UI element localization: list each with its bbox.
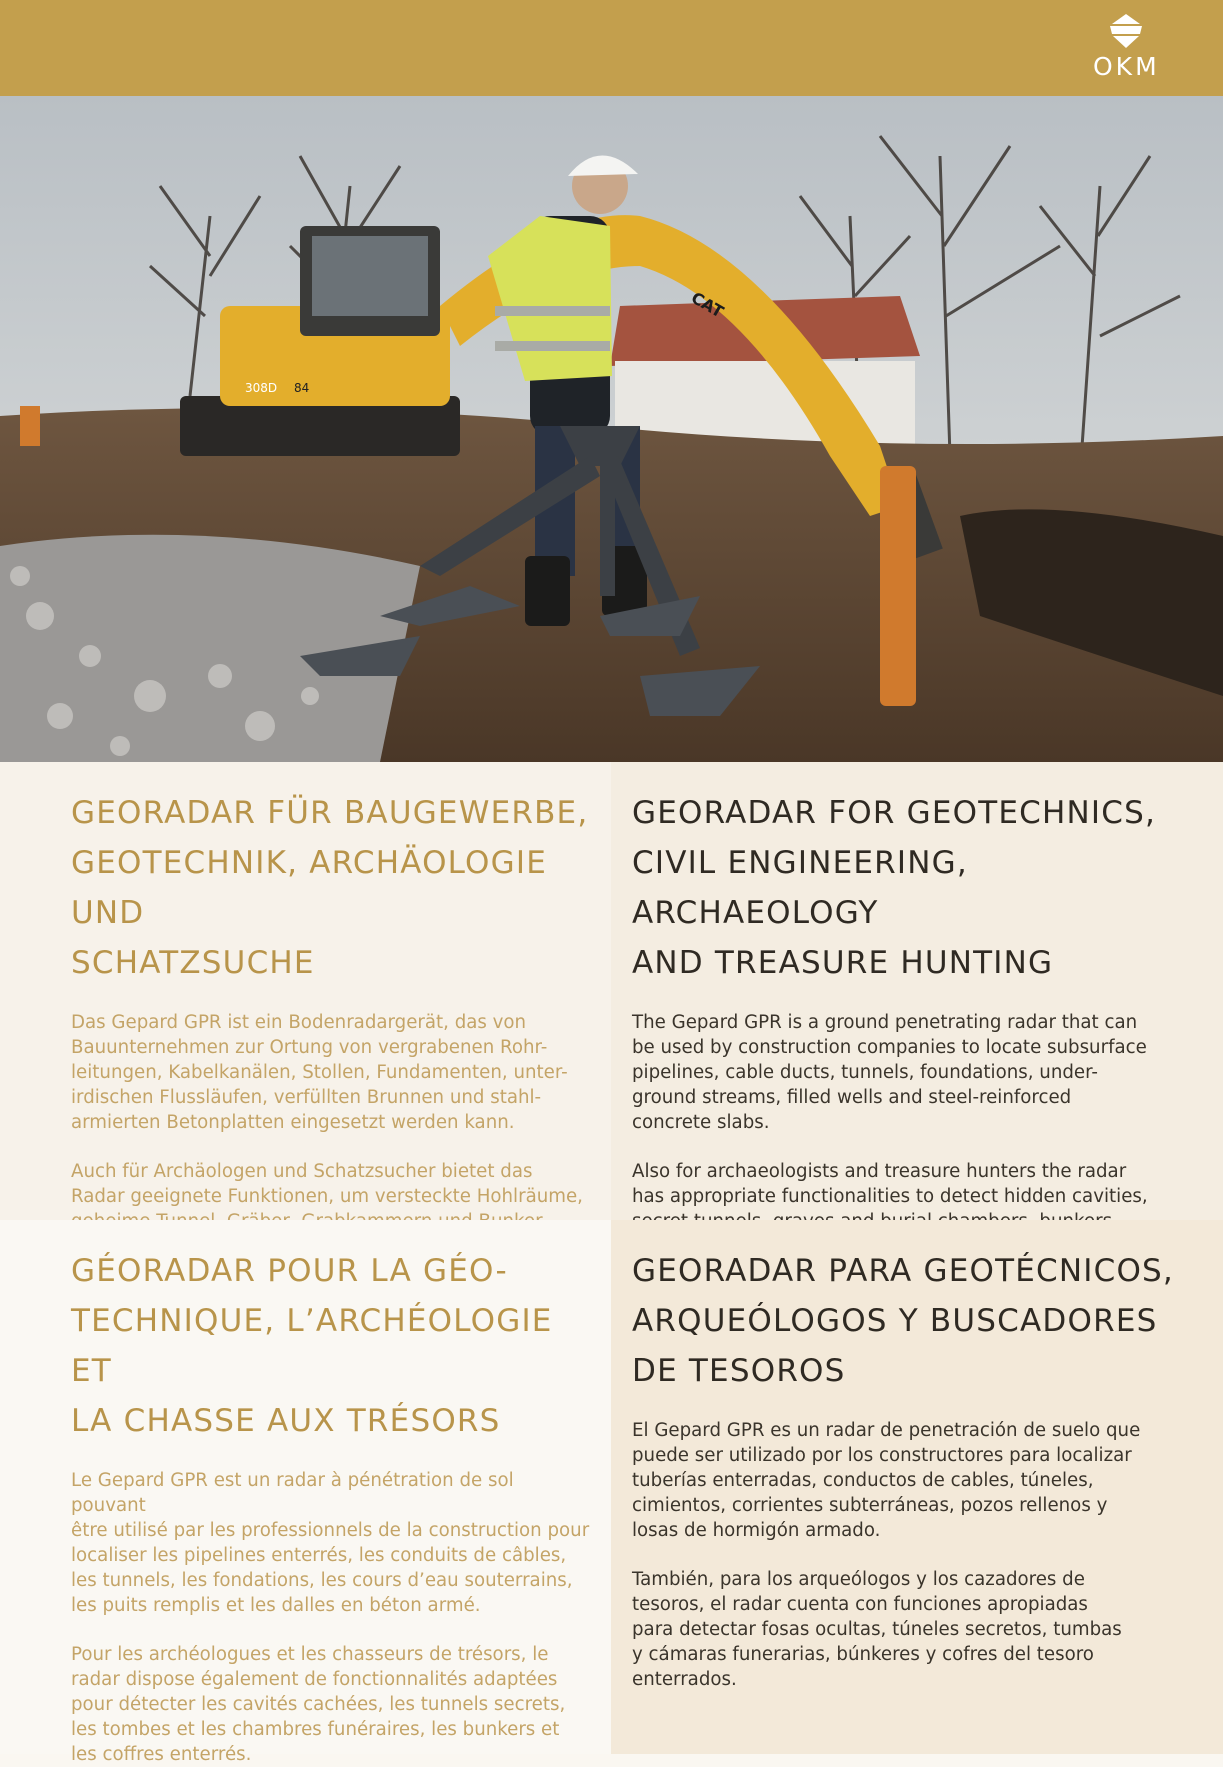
heading-fr: GÉORADAR POUR LA GÉO- TECHNIQUE, L’ARCHÉOLOGIE ET LA CHASSE AUX TRÉSORS bbox=[71, 1253, 553, 1439]
header-bar bbox=[0, 0, 1223, 96]
hero-photo bbox=[0, 96, 1223, 762]
excavator-model-label: 308D bbox=[245, 381, 278, 395]
excavator-brand-label: CAT bbox=[688, 288, 727, 322]
okm-logo bbox=[1093, 14, 1159, 84]
section-en bbox=[611, 762, 1223, 1220]
heading-es: GEORADAR PARA GEOTÉCNICOS, ARQUEÓLOGOS Y BUSCADORES DE TESOROS bbox=[632, 1253, 1174, 1389]
heading-en: GEORADAR FOR GEOTECHNICS, CIVIL ENGINEERING, ARCHAEOLOGY AND TREASURE HUNTING bbox=[632, 795, 1157, 981]
paragraph-en-1: The Gepard GPR is a ground penetrating radar that can be used by construction companies to locate subsurface pipelines, cable ducts, tunnels, foundations, under- ground streams, filled wells and steel-reinforced concrete slabs. bbox=[632, 1012, 1147, 1133]
section-fr bbox=[0, 1220, 611, 1765]
okm-diamond-icon bbox=[1106, 14, 1146, 50]
excavator-number-label: 84 bbox=[294, 381, 310, 395]
paragraph-fr-2: Pour les archéologues et les chasseurs de trésors, le radar dispose également de fonctionnalités adaptées pour détecter les cavités cachées, les tunnels secrets, les tombes et les chambres funéraires, les bunkers et les coffres enterrés. bbox=[71, 1644, 566, 1765]
paragraph-es-1: El Gepard GPR es un radar de penetración de suelo que puede ser utilizado por los constructores para localizar tuberías enterradas, conductos de cables, túneles, cimientos, corrientes subterráneas, pozos rellenos y losas de hormigón armado. bbox=[632, 1420, 1141, 1541]
paragraph-es-2: También, para los arqueólogos y los cazadores de tesoros, el radar cuenta con funciones apropiadas para detectar fosas ocultas, túneles secretos, tumbas y cámaras funerarias, búnkeres y cofres del tesoro enterrados. bbox=[632, 1569, 1122, 1690]
paragraph-de-1: Das Gepard GPR ist ein Bodenradargerät, das von Bauunternehmen zur Ortung von vergrabenen Rohr- leitungen, Kabelkanälen, Stollen, Fundamenten, unter- irdischen Flussläufen, verfüllten Brunnen und stahl- armierten Betonplatten eingesetzt werden kann. bbox=[71, 1012, 568, 1133]
section-es bbox=[611, 1220, 1223, 1754]
okm-logo-text: OKM bbox=[1093, 52, 1160, 81]
paragraph-de-2: Auch für Archäologen und Schatzsucher bietet das Radar geeignete Funktionen, um versteckte Hohlräume, bbox=[71, 1161, 583, 1207]
paragraph-fr-1: Le Gepard GPR est un radar à pénétration de sol pouvant être utilisé par les professionnels de la construction pour localiser les pipelines enterrés, les conduits de câbles, les tunnels, les fondations, les cours d’eau souterrains, les puits remplis et les dalles en béton armé. bbox=[71, 1470, 590, 1616]
paragraph-en-2: Also for archaeologists and treasure hunters the radar has appropriate functionalities to detect hidden cavities, bbox=[632, 1161, 1148, 1207]
section-de bbox=[0, 762, 611, 1220]
heading-de: GEORADAR FÜR BAUGEWERBE, GEOTECHNIK, ARCHÄOLOGIE UND SCHATZSUCHE bbox=[71, 795, 589, 981]
